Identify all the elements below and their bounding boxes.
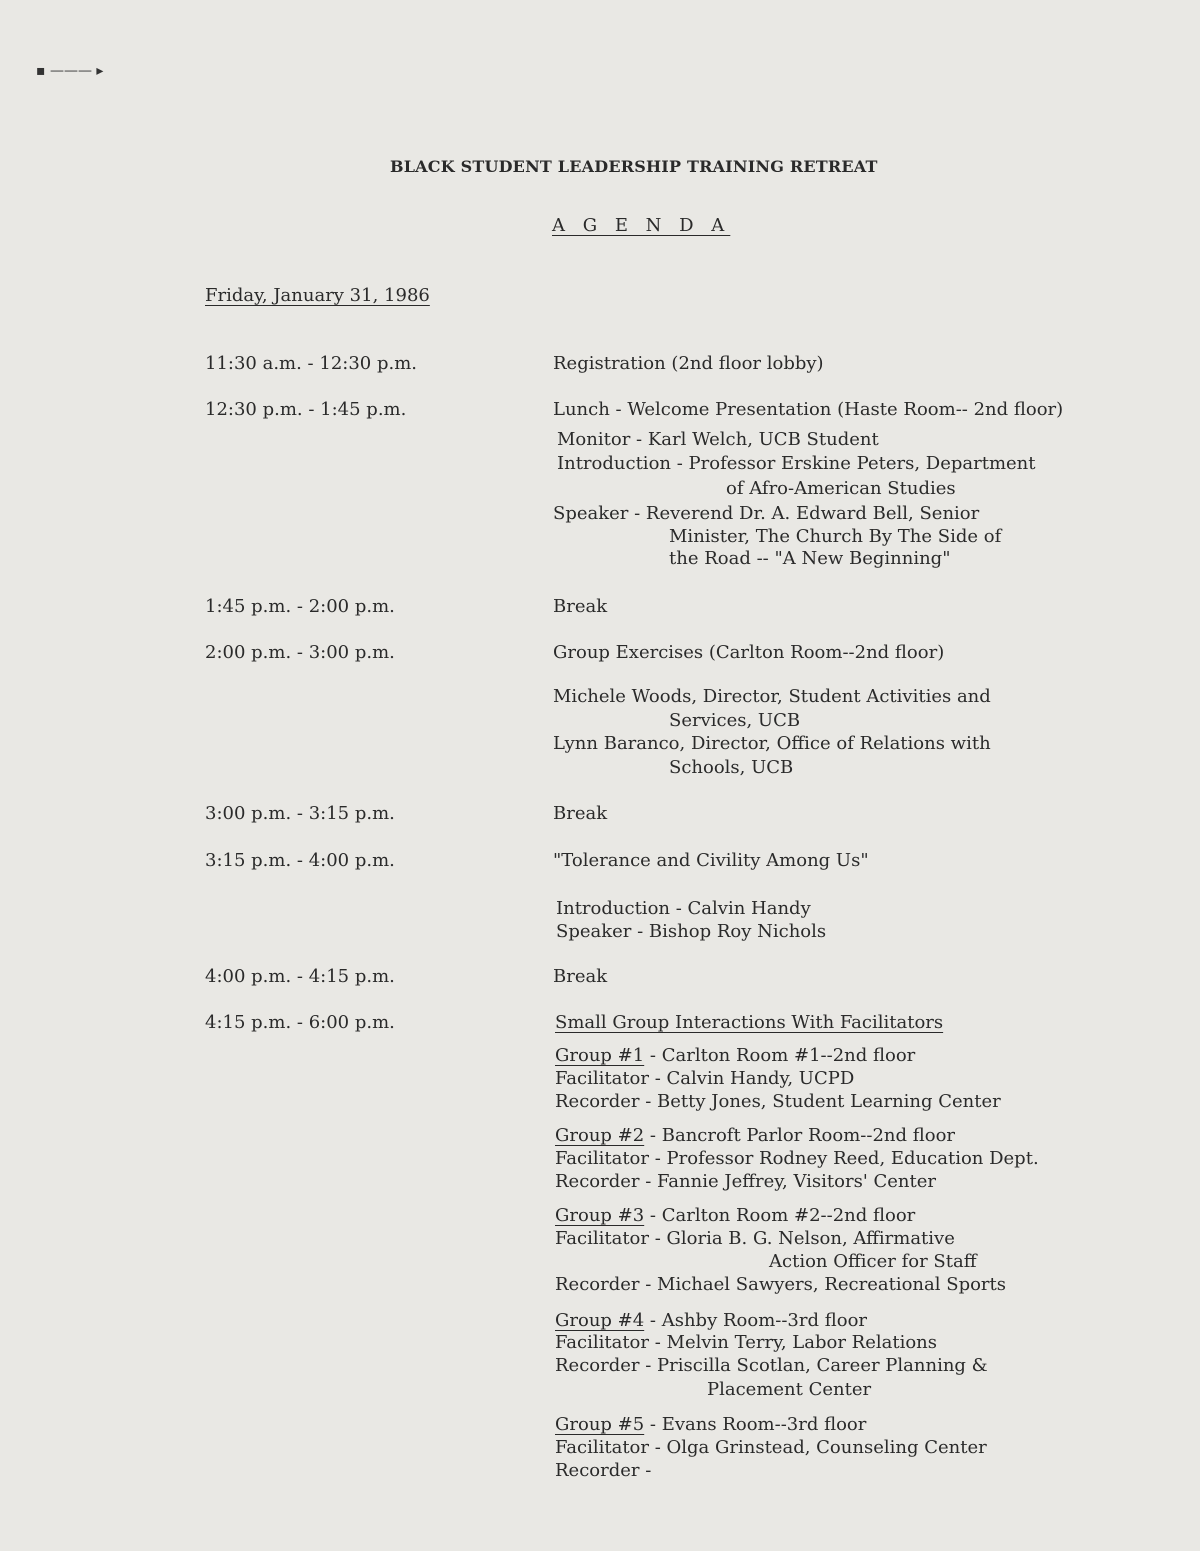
- event-line: Minister, The Church By The Side of: [669, 526, 1002, 547]
- event-line: Break: [553, 803, 608, 824]
- group-room: - Carlton Room #1--2nd floor: [644, 1045, 916, 1066]
- time-slot: 3:15 p.m. - 4:00 p.m.: [205, 850, 395, 871]
- group-label: Group #5: [555, 1414, 645, 1435]
- group-label: Group #2: [555, 1125, 645, 1146]
- group-header: [555, 1205, 915, 1227]
- margin-mark: ▪ ——— ▸: [36, 63, 104, 79]
- event-line: Lynn Baranco, Director, Office of Relations with: [553, 733, 991, 754]
- event-line: Group Exercises (Carlton Room--2nd floor): [553, 642, 945, 663]
- event-line: Registration (2nd floor lobby): [553, 353, 824, 374]
- time-slot: 12:30 p.m. - 1:45 p.m.: [205, 399, 407, 420]
- time-slot: 4:00 p.m. - 4:15 p.m.: [205, 966, 395, 987]
- event-line: of Afro-American Studies: [726, 478, 956, 499]
- event-line: Speaker - Bishop Roy Nichols: [556, 921, 827, 942]
- group-label: Group #1: [555, 1045, 645, 1066]
- group-line: Recorder - Michael Sawyers, Recreational Sports: [555, 1274, 1007, 1295]
- event-line: Michele Woods, Director, Student Activities and: [553, 686, 991, 707]
- agenda-heading: A G E N D A: [552, 215, 731, 236]
- group-room: - Carlton Room #2--2nd floor: [644, 1205, 916, 1226]
- time-slot: 3:00 p.m. - 3:15 p.m.: [205, 803, 395, 824]
- event-line: Break: [553, 596, 608, 617]
- group-line: Recorder - Fannie Jeffrey, Visitors' Center: [555, 1171, 937, 1192]
- small-groups-heading: Small Group Interactions With Facilitators: [555, 1012, 944, 1033]
- group-label: Group #4: [555, 1310, 645, 1331]
- group-line: Recorder - Betty Jones, Student Learning Center: [555, 1091, 1001, 1112]
- group-room: - Evans Room--3rd floor: [644, 1414, 867, 1435]
- group-line: Facilitator - Calvin Handy, UCPD: [555, 1068, 855, 1089]
- group-line: Placement Center: [707, 1379, 872, 1400]
- group-header: [555, 1045, 915, 1067]
- time-slot: 11:30 a.m. - 12:30 p.m.: [205, 353, 417, 374]
- group-room: - Ashby Room--3rd floor: [644, 1310, 868, 1331]
- time-slot: 2:00 p.m. - 3:00 p.m.: [205, 642, 395, 663]
- group-line: Facilitator - Olga Grinstead, Counseling Center: [555, 1437, 987, 1458]
- group-label: Group #3: [555, 1205, 645, 1226]
- event-line: Break: [553, 966, 608, 987]
- event-line: "Tolerance and Civility Among Us": [553, 850, 869, 871]
- event-line: the Road -- "A New Beginning": [669, 548, 951, 569]
- event-line: Introduction - Calvin Handy: [556, 898, 811, 919]
- group-room: - Bancroft Parlor Room--2nd floor: [644, 1125, 956, 1146]
- group-line: Recorder -: [555, 1460, 652, 1481]
- group-line: Recorder - Priscilla Scotlan, Career Planning &: [555, 1355, 988, 1376]
- time-slot: 4:15 p.m. - 6:00 p.m.: [205, 1012, 395, 1033]
- group-line: Facilitator - Melvin Terry, Labor Relations: [555, 1332, 938, 1353]
- event-line: Speaker - Reverend Dr. A. Edward Bell, Senior: [553, 503, 980, 524]
- event-line: Services, UCB: [669, 710, 801, 731]
- group-header: [555, 1125, 955, 1147]
- group-header: [555, 1310, 867, 1332]
- document-title: BLACK STUDENT LEADERSHIP TRAINING RETREAT: [390, 157, 878, 176]
- group-line: Action Officer for Staff: [769, 1251, 977, 1272]
- event-line: Monitor - Karl Welch, UCB Student: [557, 429, 879, 450]
- event-line: Lunch - Welcome Presentation (Haste Room-- 2nd floor): [553, 399, 1064, 420]
- time-slot: 1:45 p.m. - 2:00 p.m.: [205, 596, 395, 617]
- group-line: Facilitator - Professor Rodney Reed, Education Dept.: [555, 1148, 1039, 1169]
- date-heading: Friday, January 31, 1986: [205, 285, 430, 306]
- event-line: Introduction - Professor Erskine Peters, Department: [557, 453, 1036, 474]
- event-line: Schools, UCB: [669, 757, 794, 778]
- group-line: Facilitator - Gloria B. G. Nelson, Affirmative: [555, 1228, 955, 1249]
- group-header: [555, 1414, 866, 1436]
